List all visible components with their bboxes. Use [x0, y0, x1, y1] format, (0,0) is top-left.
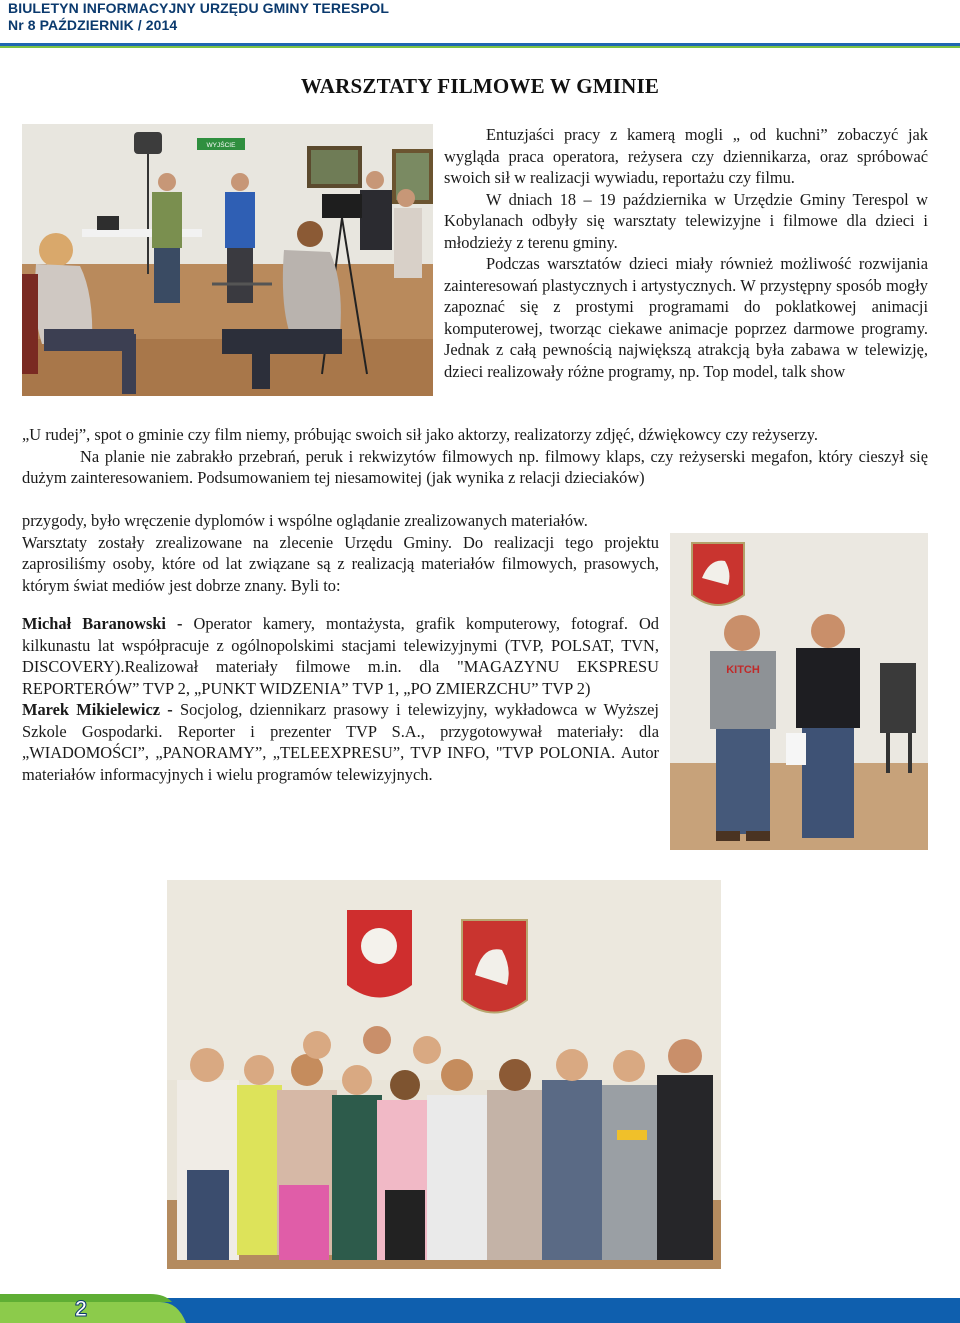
intro-column [444, 124, 928, 382]
paragraph-dates: W dniach 18 – 19 października w Urzędzie Gminy Terespol w Kobylanach odbyły się warsztaty telewizyjne i filmowe dla dzieci i młodzieży z terenu gminy. [444, 189, 928, 252]
header-green-rule [0, 46, 960, 48]
paragraph-commission: Warsztaty zostały zrealizowane na zlecenie Urzędu Gminy. Do realizacji tego projektu zaprosiliśmy osoby, które od lat związane są z realizacją materiałów filmowych, prasowych, którym świat mediów jest dobrze znany. Byli to: [22, 532, 659, 595]
person-name-baranowski: Michał Baranowski - [22, 614, 183, 633]
paragraph-person-mikielewicz [22, 699, 659, 785]
paragraph-person-baranowski [22, 613, 659, 699]
person-desc-baranowski: Operator kamery, montażysta, grafik komputerowy, fotograf. Od kilkunastu lat współpracuje z ogólnopolskimi stacjami telewizyjnymi (TVP, POLSAT, TVN, DISCOVERY).Realizował materiały filmowe m.in. dla "MAGAZYNU EKSPRESU REPORTERÓW” TVP 2, „PUNKT WIDZENIA” TVP 1, „PO ZMIERZCHU” TVP 2) [22, 614, 659, 698]
page-number: 2 [74, 1296, 88, 1321]
person-name-mikielewicz: Marek Mikielewicz - [22, 700, 173, 719]
footer-green-band [0, 1294, 200, 1323]
photo-studio-workshop [22, 124, 433, 396]
person-desc-mikielewicz: Socjolog, dziennikarz prasowy i telewizyjny, wykładowca w Wyższej Szkole Gospodarki. Reporter i prezenter TVP S.A., przygotowywał materiały: dla „WIADOMOŚCI”, „PANORAMY”, „TELEEXPRESU”, TVP INFO, "TVP POLONIA. Autor materiałów informacyjnych i wielu programów telewizyjnych. [22, 700, 659, 784]
article-title: WARSZTATY FILMOWE W GMINIE [300, 74, 660, 98]
left-column-text [22, 510, 659, 785]
photo-presenters [670, 533, 928, 850]
paragraph-summary: przygody, było wręczenie dyplomów i wspólne oglądanie zrealizowanych materiałów. [22, 511, 588, 530]
issue-number: Nr 8 PAŹDZIERNIK / 2014 [8, 17, 178, 33]
paragraph-intro: Entuzjaści pracy z kamerą mogli „ od kuchni” zobaczyć jak wygląda praca operatora, reżysera czy dziennikarza, oraz spróbować swoich sił w realizacji wywiadu, reportażu czy filmu. [444, 125, 928, 187]
full-width-text [22, 424, 928, 489]
bulletin-header [8, 0, 389, 34]
paragraph-programs: „U rudej”, spot o gminie czy film niemy, próbując swoich sił jako aktorzy, realizatorzy zdjęć, dźwiękowcy czy reżyserzy. [22, 425, 819, 444]
paragraph-activities: Podczas warsztatów dzieci miały również możliwość rozwijania zainteresowań plastycznych i artystycznych. W przystępny sposób mogły zapoznać się z prostymi programami do poklatkowej animacji komputerowej, tworząc ciekawe animacje poprzez darmowe programy. Jednak z całą pewnością największą atrakcją była zabawa w telewizję, dzieci realizowały różne programy, np. Top model, talk show [444, 254, 928, 381]
exit-sign-text: WYJŚCIE [206, 142, 236, 149]
shirt-print: KITCH [726, 664, 760, 676]
photo-group [167, 880, 721, 1269]
paragraph-props: Na planie nie zabrakło przebrań, peruk i rekwizytów filmowych np. filmowy klaps, czy reżyserski megafon, który cieszył się dużym zainteresowaniem. Podsumowaniem tej niesamowitej (jak wynika z relacji dzieciaków) [22, 446, 928, 487]
bulletin-title: BIULETYN INFORMACYJNY URZĘDU GMINY TERESPOL [8, 0, 390, 16]
